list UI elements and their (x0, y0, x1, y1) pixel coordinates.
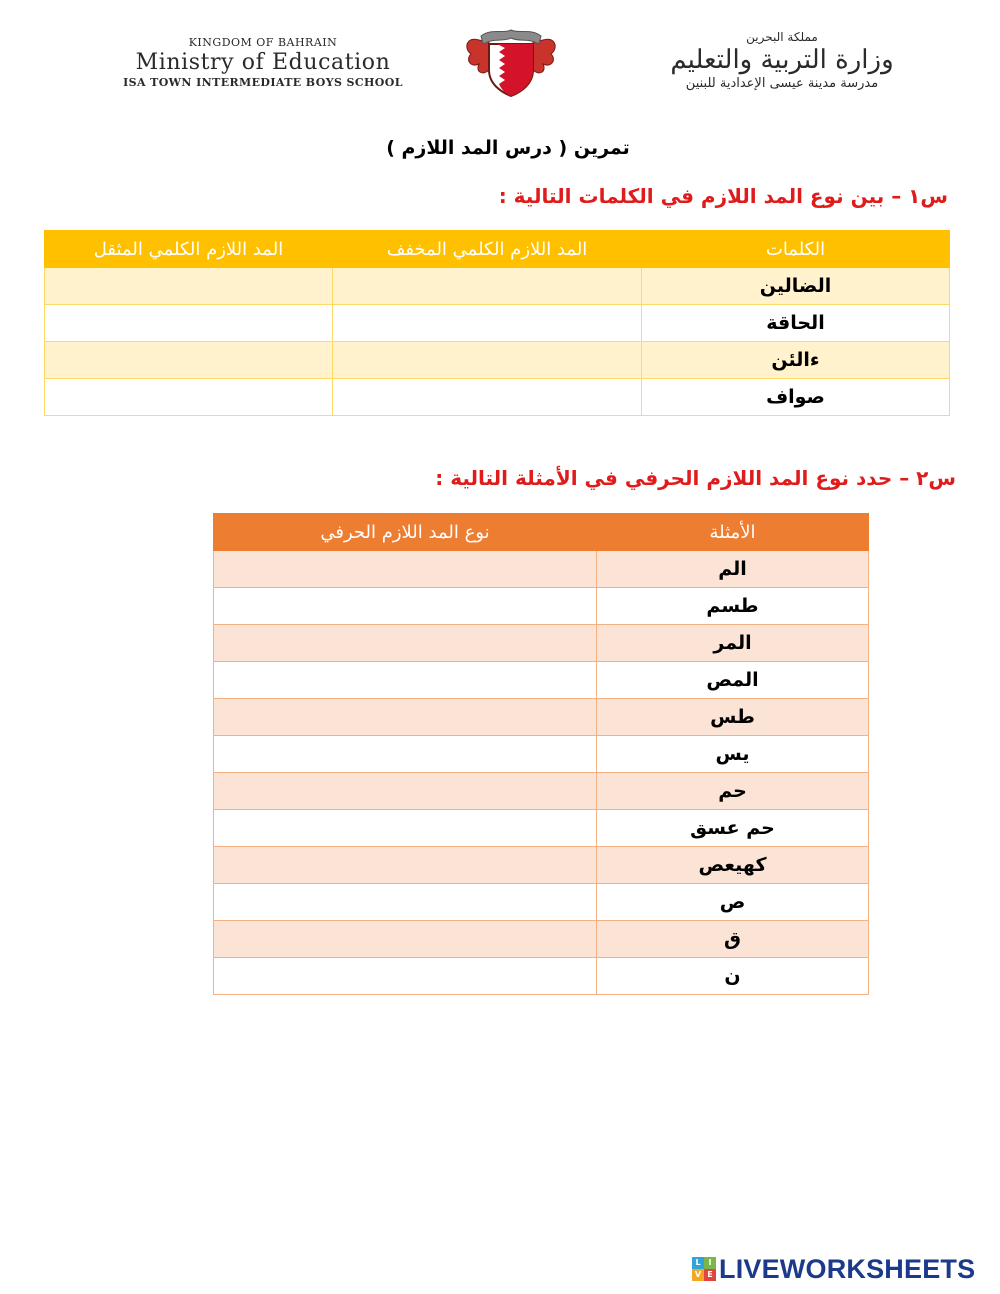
arabic-school-label: مدرسة مدينة عيسى الإعدادية للبنين (685, 76, 879, 91)
answer-cell[interactable] (214, 625, 597, 662)
header-examples: الأمثلة (597, 514, 869, 551)
answer-cell[interactable] (214, 958, 597, 995)
light-answer-cell[interactable] (333, 379, 642, 416)
word-cell: الحاقة (642, 305, 950, 342)
example-cell: الم (597, 551, 869, 588)
answer-cell[interactable] (214, 773, 597, 810)
logo-letter-e: E (704, 1269, 716, 1281)
header-light-madd: المد اللازم الكلمي المخفف (333, 231, 642, 268)
answer-cell[interactable] (214, 847, 597, 884)
table-row (214, 699, 869, 736)
answer-cell[interactable] (214, 736, 597, 773)
table-row (214, 884, 869, 921)
question-2-title: س٢ – حدد نوع المد اللازم الحرفي في الأمثلة التالية : (435, 466, 956, 490)
table-row (214, 921, 869, 958)
table-row (214, 662, 869, 699)
header-heavy-madd: المد اللازم الكلمي المثقل (45, 231, 333, 268)
table-row (45, 305, 950, 342)
table-row (214, 625, 869, 662)
question-2-header-row (214, 514, 869, 551)
question-1-table (44, 230, 950, 416)
liveworksheets-logo[interactable] (692, 1254, 975, 1284)
example-cell: حم (597, 773, 869, 810)
light-answer-cell[interactable] (333, 305, 642, 342)
question-1-title: س١ – بين نوع المد اللازم في الكلمات التالية : (498, 184, 948, 208)
liveworksheets-logo-icon (692, 1257, 716, 1281)
table-row (214, 958, 869, 995)
example-cell: المص (597, 662, 869, 699)
answer-cell[interactable] (214, 699, 597, 736)
word-cell: صواف (642, 379, 950, 416)
example-cell: يس (597, 736, 869, 773)
table-row (214, 810, 869, 847)
answer-cell[interactable] (214, 810, 597, 847)
example-cell: حم عسق (597, 810, 869, 847)
arabic-ministry-label: وزارة التربية والتعليم (670, 45, 894, 75)
question-1-header-row (45, 231, 950, 268)
english-header (72, 36, 454, 90)
example-cell: طس (597, 699, 869, 736)
arabic-header (612, 30, 952, 92)
example-cell: ن (597, 958, 869, 995)
table-row (45, 379, 950, 416)
table-row (214, 551, 869, 588)
english-school-label: ISA TOWN INTERMEDIATE BOYS SCHOOL (123, 76, 403, 89)
english-kingdom-label: KINGDOM OF BAHRAIN (188, 36, 338, 49)
answer-cell[interactable] (214, 884, 597, 921)
heavy-answer-cell[interactable] (45, 268, 333, 305)
bahrain-emblem-icon (461, 26, 561, 98)
table-row (214, 847, 869, 884)
light-answer-cell[interactable] (333, 342, 642, 379)
answer-cell[interactable] (214, 588, 597, 625)
logo-letter-v: V (692, 1269, 704, 1281)
word-cell: ءالئن (642, 342, 950, 379)
answer-cell[interactable] (214, 662, 597, 699)
example-cell: المر (597, 625, 869, 662)
example-cell: طسم (597, 588, 869, 625)
answer-cell[interactable] (214, 551, 597, 588)
arabic-kingdom-label: مملكة البحرين (746, 30, 818, 44)
heavy-answer-cell[interactable] (45, 342, 333, 379)
example-cell: كهيعص (597, 847, 869, 884)
liveworksheets-brand-text: LIVEWORKSHEETS (719, 1253, 976, 1284)
heavy-answer-cell[interactable] (45, 379, 333, 416)
table-row (45, 268, 950, 305)
heavy-answer-cell[interactable] (45, 305, 333, 342)
header-banner (64, 22, 952, 102)
example-cell: ص (597, 884, 869, 921)
logo-letter-i: I (704, 1257, 716, 1269)
logo-letter-l: L (692, 1257, 704, 1269)
question-2-table (213, 513, 869, 995)
word-cell: الضالين (642, 268, 950, 305)
worksheet-title: تمرين ( درس المد اللازم ) (386, 137, 630, 159)
header-words: الكلمات (642, 231, 950, 268)
table-row (214, 773, 869, 810)
example-cell: ق (597, 921, 869, 958)
answer-cell[interactable] (214, 921, 597, 958)
table-row (214, 588, 869, 625)
table-row (45, 342, 950, 379)
light-answer-cell[interactable] (333, 268, 642, 305)
english-ministry-label: Ministry of Education (135, 50, 391, 75)
header-letter-madd-type: نوع المد اللازم الحرفي (214, 514, 597, 551)
table-row (214, 736, 869, 773)
